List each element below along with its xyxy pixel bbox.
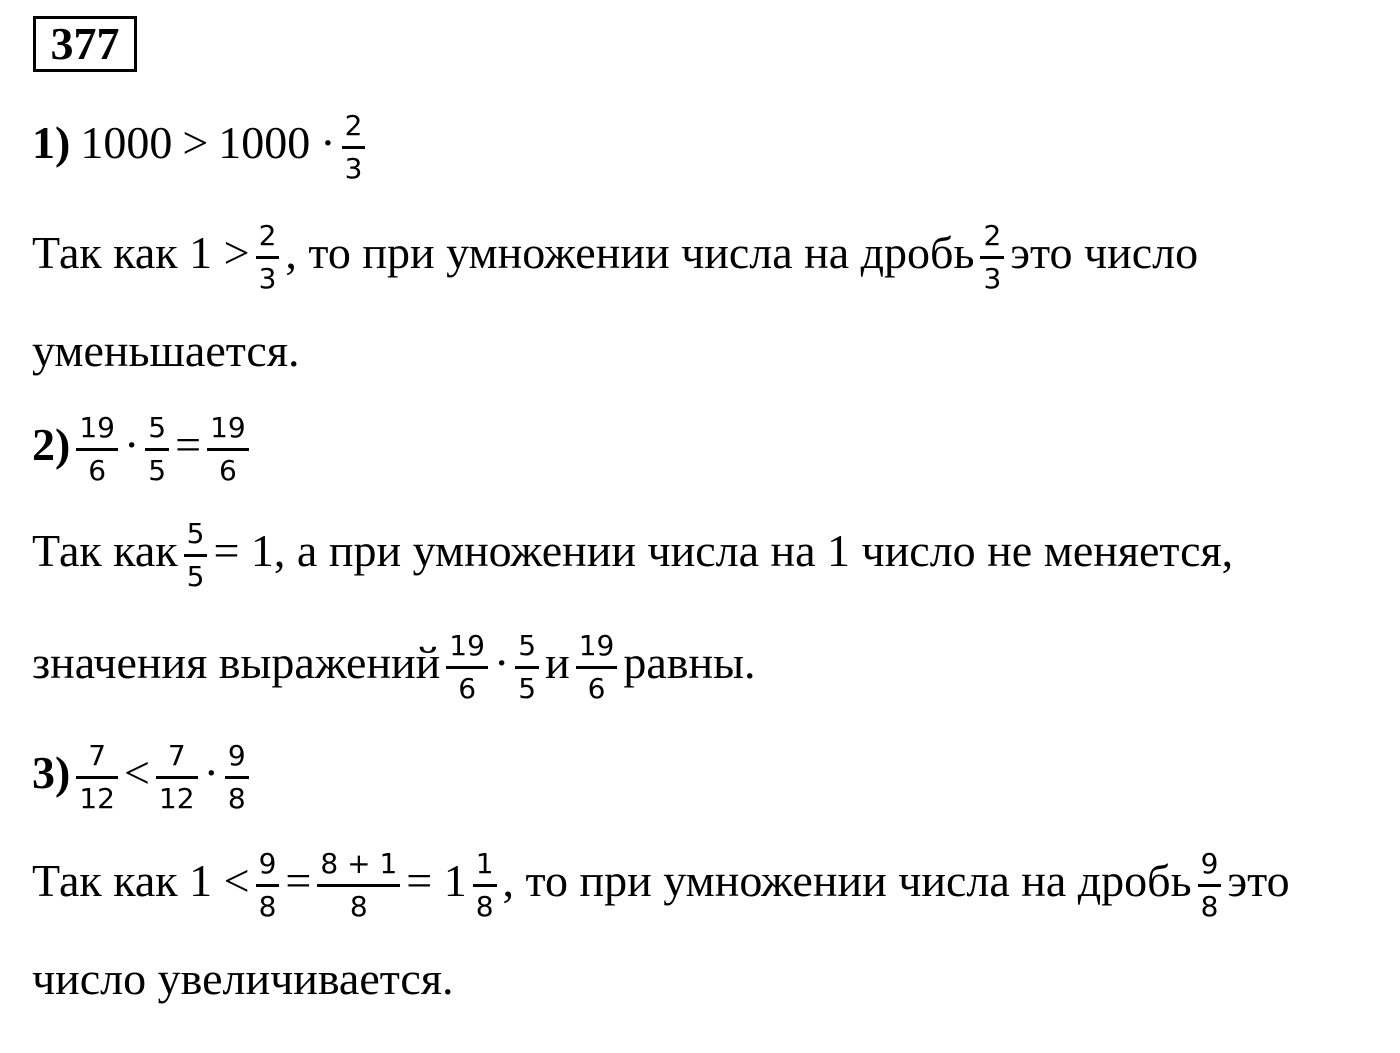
problem-number: 377 <box>50 18 120 69</box>
fraction-numerator: 9 <box>227 738 246 772</box>
fraction <box>184 516 208 593</box>
fraction <box>145 410 169 487</box>
fraction-numerator: 2 <box>983 218 1002 252</box>
fraction <box>256 218 280 295</box>
fraction-denominator: 12 <box>79 781 115 815</box>
text: Так как 1 < <box>32 855 250 906</box>
dot-operator: · <box>123 419 140 470</box>
fraction <box>980 218 1004 295</box>
fraction <box>156 738 198 815</box>
part1-lhs: 1000 <box>80 117 173 168</box>
fraction <box>515 628 539 705</box>
fraction-numerator: 7 <box>88 738 107 772</box>
fraction <box>207 410 249 487</box>
text: и <box>545 637 570 688</box>
fraction <box>446 628 488 705</box>
equals-operator: = <box>175 419 202 470</box>
fraction-denominator: 8 <box>349 889 368 923</box>
fraction-numerator: 7 <box>167 738 186 772</box>
fraction-numerator: 5 <box>186 516 205 550</box>
fraction <box>1198 846 1222 923</box>
part3-explanation-line2 <box>32 924 454 1034</box>
fraction-numerator: 5 <box>148 410 167 444</box>
fraction <box>225 738 249 815</box>
fraction-denominator: 12 <box>158 781 195 815</box>
less-than-operator: < <box>123 747 150 798</box>
text: это <box>1227 855 1290 906</box>
part1-fraction <box>342 108 366 185</box>
dot-operator: · <box>203 747 219 798</box>
fraction-denominator: 3 <box>344 151 363 185</box>
fraction <box>317 846 400 923</box>
text: значения выражений <box>32 637 441 688</box>
dot-operator: · <box>493 637 510 688</box>
fraction-denominator: 8 <box>475 889 494 923</box>
part1-explanation-line1 <box>32 198 1198 308</box>
fraction-denominator: 3 <box>258 261 277 295</box>
text: , то при умножении числа на дробь <box>502 855 1192 906</box>
fraction-denominator: 5 <box>518 671 537 705</box>
fraction <box>473 846 497 923</box>
fraction-denominator: 6 <box>458 671 477 705</box>
part1-dot: · <box>320 117 336 168</box>
fraction <box>256 846 280 923</box>
fraction-denominator: 6 <box>88 453 107 487</box>
part1-label: 1) <box>32 117 71 168</box>
text: Так как <box>32 525 178 576</box>
equals-operator: = <box>285 855 312 906</box>
fraction-numerator: 8 + 1 <box>320 846 398 880</box>
fraction-numerator: 2 <box>344 108 363 142</box>
part3-label: 3) <box>32 747 71 798</box>
fraction-numerator: 19 <box>210 410 246 444</box>
text: Так как 1 > <box>32 227 250 278</box>
text: = 1 <box>406 855 467 906</box>
fraction-denominator: 8 <box>1200 889 1219 923</box>
part3-expression <box>32 718 255 828</box>
fraction-numerator: 9 <box>1200 846 1219 880</box>
part1-expression <box>32 88 371 198</box>
part2-explanation-line2 <box>32 608 756 718</box>
fraction-denominator: 5 <box>148 453 167 487</box>
fraction-numerator: 9 <box>258 846 277 880</box>
problem-number-box <box>33 16 137 72</box>
fraction-numerator: 1 <box>475 846 494 880</box>
fraction-numerator: 19 <box>79 410 115 444</box>
part2-label: 2) <box>32 419 71 470</box>
text: равны. <box>623 637 756 688</box>
fraction-numerator: 5 <box>518 628 537 662</box>
fraction-numerator: 19 <box>449 628 485 662</box>
fraction-denominator: 5 <box>186 559 205 593</box>
part3-explanation-line1 <box>32 826 1290 936</box>
part2-expression <box>32 390 255 500</box>
fraction-denominator: 8 <box>258 889 277 923</box>
fraction-denominator: 8 <box>227 781 246 815</box>
fraction-denominator: 3 <box>983 261 1002 295</box>
fraction-numerator: 2 <box>258 218 277 252</box>
text: это число <box>1010 227 1199 278</box>
fraction <box>76 410 118 487</box>
part1-rhs: 1000 <box>218 117 311 168</box>
fraction-denominator: 6 <box>218 453 237 487</box>
fraction-numerator: 19 <box>578 628 615 662</box>
text: уменьшается. <box>32 325 300 376</box>
fraction <box>76 738 118 815</box>
part1-op: > <box>182 117 209 168</box>
fraction <box>576 628 618 705</box>
text: = 1, а при умножении числа на 1 число не меняется, <box>213 525 1234 576</box>
fraction-denominator: 6 <box>587 671 606 705</box>
part2-explanation-line1 <box>32 496 1233 606</box>
text: , то при умножении числа на дробь <box>285 227 975 278</box>
text: число увеличивается. <box>32 953 454 1004</box>
